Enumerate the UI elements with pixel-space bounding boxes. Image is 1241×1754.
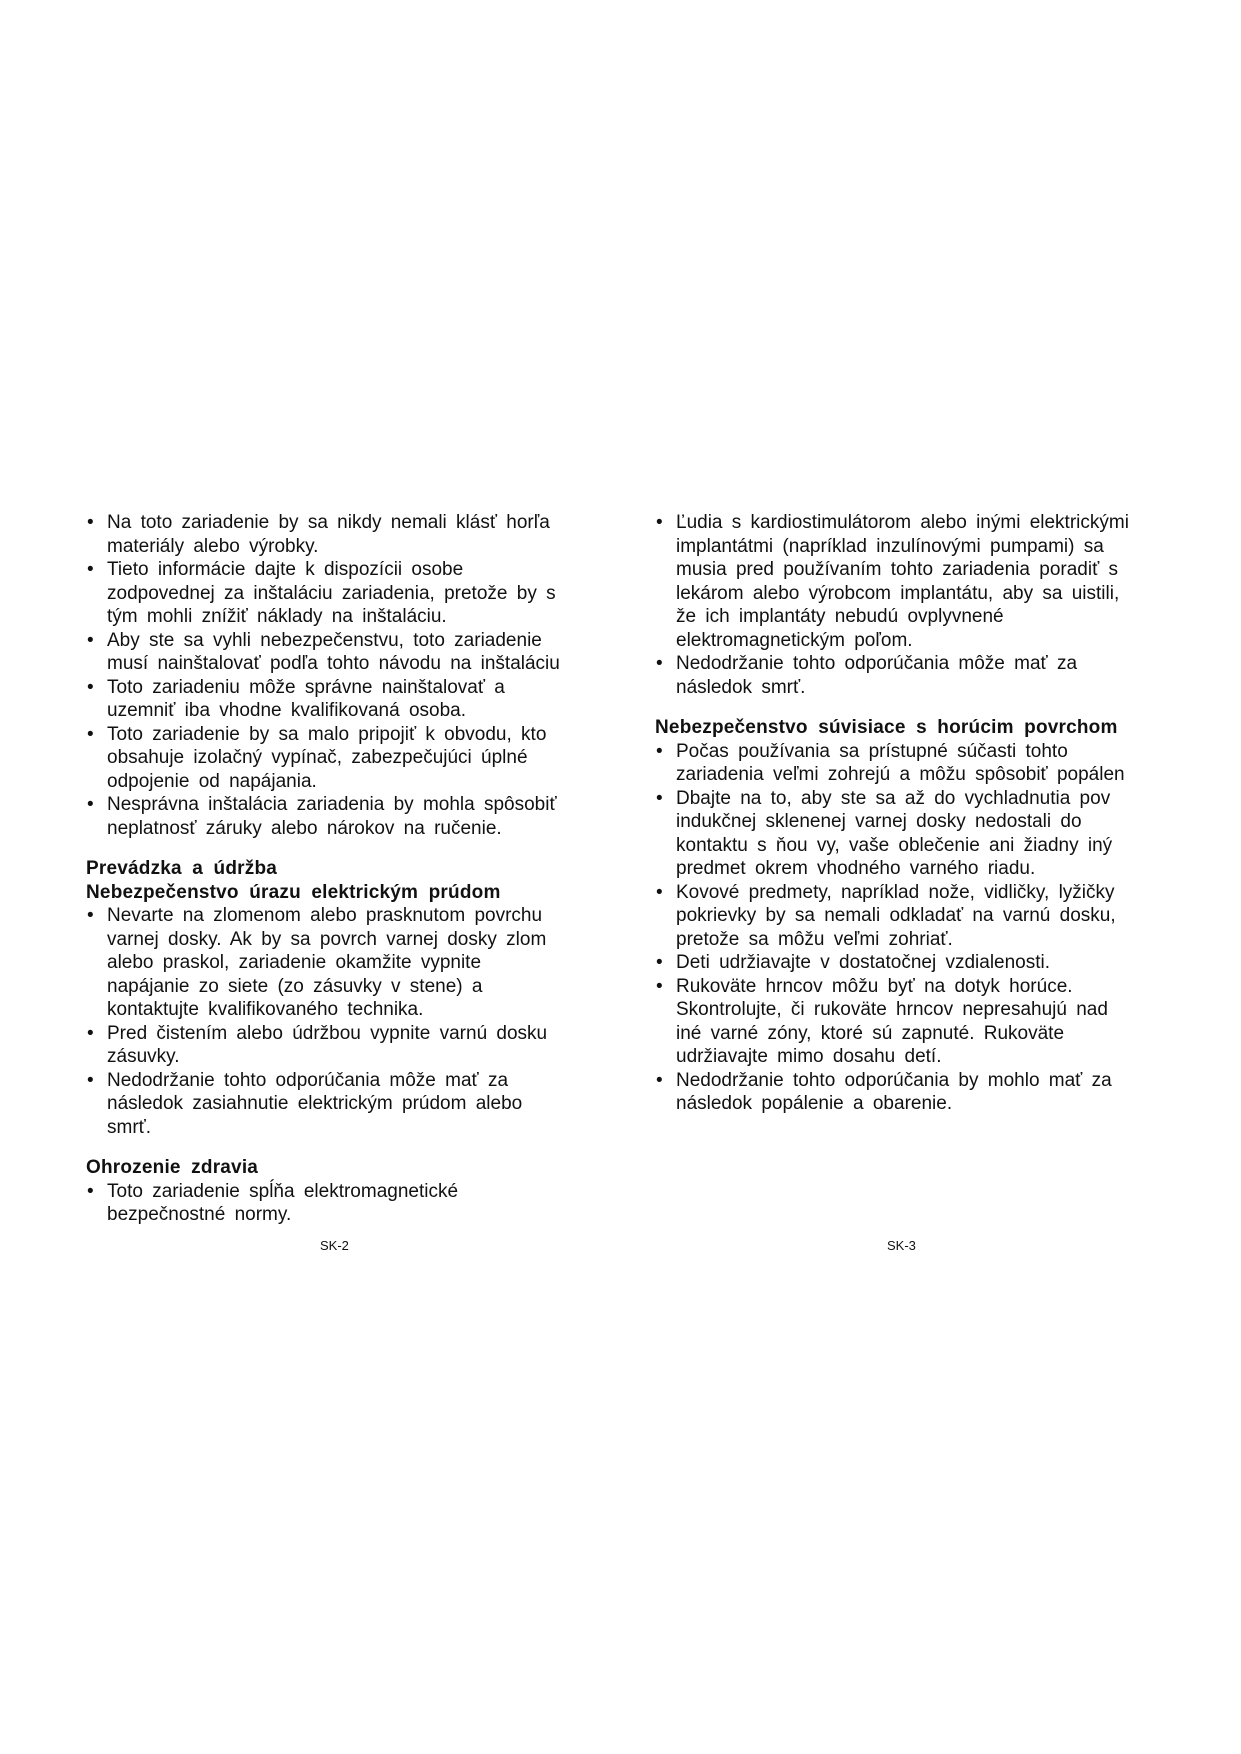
bullet-item: [86, 676, 624, 723]
bullet-item: [86, 629, 624, 676]
health-heading: Ohrozenie zdravia: [86, 1157, 259, 1178]
bullet-item: [655, 787, 1185, 881]
item-text-line: Ľudia s kardiostimulátorom alebo inými elektrickými: [676, 512, 1129, 533]
item-text-line: uzemniť iba vhodne kvalifikovaná osoba.: [107, 700, 467, 721]
item-text-line: že ich implantáty nebudú ovplyvnené: [676, 606, 1004, 627]
hot-surface-heading: Nebezpečenstvo súvisiace s horúcim povrchom: [655, 717, 1118, 738]
item-text-line: zásuvky.: [107, 1046, 180, 1067]
item-text-line: materiály alebo výrobky.: [107, 535, 319, 557]
bullet-item: [86, 793, 624, 840]
bullet-icon: •: [656, 975, 663, 997]
item-text-line: napájanie zo siete (zo zásuvky v stene) a: [107, 975, 483, 997]
item-text-line: Aby ste sa vyhli nebezpečenstvu, toto zariadenie: [107, 629, 542, 651]
item-text-line: zodpovednej za inštaláciu zariadenia, pretože by s: [107, 582, 556, 604]
bullet-icon: •: [87, 905, 94, 926]
bullet-icon: •: [656, 1069, 663, 1091]
shock-list: [86, 904, 624, 1139]
bullet-item: [86, 1180, 624, 1227]
item-text-line: lekárom alebo výrobcom implantátu, aby sa uistili,: [676, 582, 1120, 604]
bullet-icon: •: [87, 794, 94, 815]
left-page-column: [86, 511, 624, 1227]
bullet-icon: •: [87, 1069, 94, 1091]
item-text-line: smrť.: [107, 1116, 152, 1138]
bullet-icon: •: [87, 629, 94, 651]
right-page-column: [655, 511, 1185, 1116]
page-number-left: SK-2: [320, 1238, 349, 1253]
item-text-line: Toto zariadeniu môže správne nainštalovať a: [107, 676, 505, 698]
item-text-line: Nedodržanie tohto odporúčania by mohlo mať za: [676, 1069, 1112, 1091]
bullet-item: [86, 558, 624, 629]
item-text-line: Nevarte na zlomenom alebo prasknutom povrchu: [107, 905, 543, 926]
bullet-item: [86, 1022, 624, 1069]
item-text-line: alebo praskol, zariadenie okamžite vypnite: [107, 952, 482, 973]
item-text-line: Pred čistením alebo údržbou vypnite varnú dosku: [107, 1022, 548, 1044]
bullet-icon: •: [87, 676, 94, 698]
item-text-line: Nesprávna inštalácia zariadenia by mohla spôsobiť: [107, 794, 557, 815]
item-text-line: neplatnosť záruky alebo nárokov na ručenie.: [107, 817, 502, 839]
bullet-icon: •: [87, 512, 94, 533]
bullet-item: [655, 652, 1185, 699]
item-text-line: Rukoväte hrncov môžu byť na dotyk horúce.: [676, 975, 1073, 997]
bullet-icon: •: [656, 653, 663, 674]
item-text-line: pretože sa môžu veľmi zohriať.: [676, 928, 953, 950]
item-text-line: Počas používania sa prístupné súčasti tohto: [676, 740, 1068, 762]
item-text-line: indukčnej sklenenej varnej dosky nedostali do: [676, 811, 1082, 832]
health-list: [86, 1180, 624, 1227]
item-text-line: Dbajte na to, aby ste sa až do vychladnutia pov: [676, 787, 1111, 809]
bullet-icon: •: [656, 952, 663, 973]
bullet-item: [86, 1069, 624, 1140]
item-text-line: Toto zariadenie by sa malo pripojiť k obvodu, kto: [107, 723, 547, 745]
bullet-item: [655, 740, 1185, 787]
bullet-icon: •: [656, 512, 663, 533]
bullet-item: [655, 1069, 1185, 1116]
item-text-line: následok zasiahnutie elektrickým prúdom alebo: [107, 1093, 523, 1114]
item-text-line: obsahuje izolačný vypínač, zabezpečujúci úplné: [107, 747, 528, 768]
item-text-line: implantátmi (napríklad inzulínovými pumpami) sa: [676, 535, 1104, 557]
item-text-line: Skontrolujte, či rukoväte hrncov nepresahujú nad: [676, 999, 1108, 1020]
operation-heading: Prevádzka a údržba: [86, 858, 278, 879]
bullet-icon: •: [656, 881, 663, 903]
item-text-line: Deti udržiavajte v dostatočnej vzdialenosti.: [676, 952, 1051, 973]
bullet-item: [655, 975, 1185, 1069]
bullet-icon: •: [656, 787, 663, 809]
item-text-line: udržiavajte mimo dosahu detí.: [676, 1046, 942, 1067]
bullet-item: [86, 904, 624, 1022]
bullet-item: [655, 511, 1185, 652]
bullet-icon: •: [87, 723, 94, 745]
item-text-line: predmet okrem vhodného varného riadu.: [676, 858, 1036, 879]
page-number-right: SK-3: [887, 1238, 916, 1253]
item-text-line: bezpečnostné normy.: [107, 1204, 292, 1225]
right-intro-list: [655, 511, 1185, 699]
item-text-line: Nedodržanie tohto odporúčania môže mať za: [107, 1069, 509, 1091]
item-text-line: následok smrť.: [676, 676, 806, 698]
left-intro-list: [86, 511, 624, 840]
bullet-icon: •: [87, 1180, 94, 1202]
item-text-line: Na toto zariadenie by sa nikdy nemali klásť horľa: [107, 512, 550, 533]
item-text-line: tým mohli znížiť náklady na inštaláciu.: [107, 606, 447, 627]
bullet-icon: •: [87, 1022, 94, 1044]
item-text-line: Tieto informácie dajte k dispozícii osobe: [107, 559, 464, 580]
item-text-line: následok popálenie a obarenie.: [676, 1093, 953, 1114]
bullet-item: [655, 881, 1185, 952]
item-text-line: Kovové predmety, napríklad nože, vidličky, lyžičky: [676, 881, 1115, 903]
item-text-line: odpojenie od napájania.: [107, 770, 317, 792]
shock-heading: Nebezpečenstvo úrazu elektrickým prúdom: [86, 881, 501, 903]
bullet-icon: •: [656, 740, 663, 762]
item-text-line: iné varné zóny, ktoré sú zapnuté. Rukoväte: [676, 1022, 1065, 1044]
item-text-line: musí nainštalovať podľa tohto návodu na inštaláciu: [107, 653, 560, 674]
item-text-line: musia pred používaním tohto zariadenia poradiť s: [676, 559, 1118, 580]
item-text-line: kontaktu s ňou vy, vaše oblečenie ani žiadny iný: [676, 834, 1113, 856]
item-text-line: elektromagnetickým poľom.: [676, 629, 913, 651]
item-text-line: varnej dosky. Ak by sa povrch varnej dosky zlom: [107, 928, 547, 950]
bullet-item: [86, 723, 624, 794]
bullet-icon: •: [87, 559, 94, 580]
item-text-line: pokrievky by sa nemali odkladať na varnú dosku,: [676, 905, 1116, 926]
bullet-item: [655, 951, 1185, 975]
item-text-line: kontaktujte kvalifikovaného technika.: [107, 999, 424, 1020]
item-text-line: zariadenia veľmi zohrejú a môžu spôsobiť popálen: [676, 764, 1125, 785]
hot-surface-list: [655, 740, 1185, 1116]
bullet-item: [86, 511, 624, 558]
item-text-line: Toto zariadenie spĺňa elektromagnetické: [107, 1180, 459, 1202]
item-text-line: Nedodržanie tohto odporúčania môže mať za: [676, 653, 1078, 674]
